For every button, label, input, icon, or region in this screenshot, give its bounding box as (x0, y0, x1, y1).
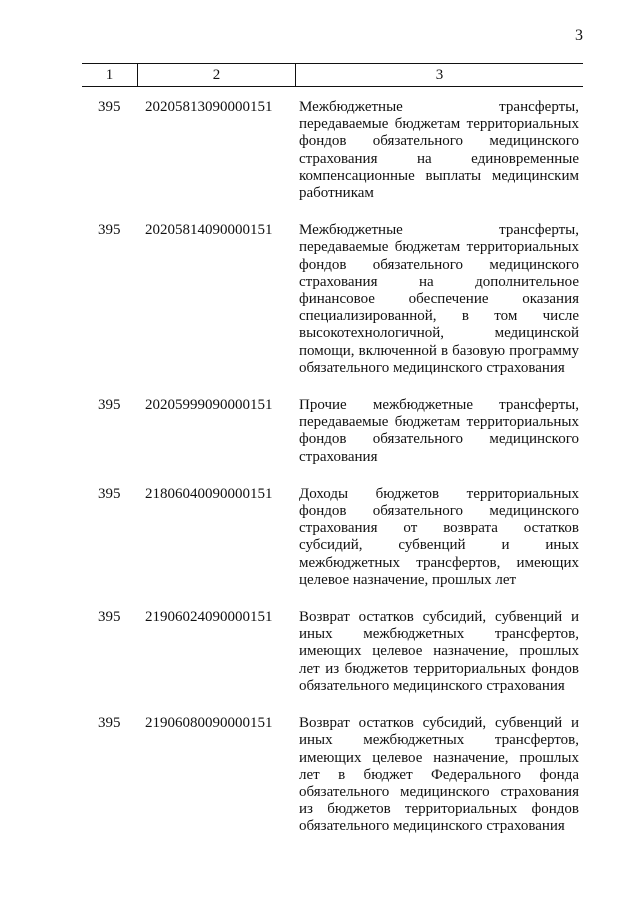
budget-code: 21806040090000151 (145, 485, 273, 502)
header-col-3: 3 (435, 67, 444, 83)
budget-code: 20205813090000151 (145, 99, 273, 115)
table-row (82, 397, 583, 466)
budget-code: 20205814090000151 (145, 222, 273, 239)
page-number: 3 (575, 27, 583, 44)
table-body (82, 99, 583, 856)
admin-code: 395 (98, 99, 121, 115)
row-description: Доходы бюджетов территориальных фондов обязательного медицинского страхования от возврата остатков субсидий, субвенций и иных межбюджетных трансфертов, имеющих целевое назначение, прошлых лет (299, 485, 579, 588)
header-col-1: 1 (82, 64, 138, 86)
row-description: Прочие межбюджетные трансферты, передаваемые бюджетам территориальных фондов обязательного медицинского страхования (299, 397, 579, 465)
row-description: Межбюджетные трансферты, передаваемые бюджетам территориальных фондов обязательного медицинского страхования на единовременные компенсационные выплаты медицинским работникам (299, 99, 579, 202)
header-col-2: 2 (138, 64, 296, 86)
admin-code: 395 (98, 397, 121, 414)
row-description: Межбюджетные трансферты, передаваемые бюджетам территориальных фондов обязательного медицинского страхования на дополнительное финансовое обеспечение оказания специализированной, в том числе высокотехнологичной, медицинской помощи, включенной в базовую программу обязательного медицинского страхования (299, 222, 579, 376)
table-row (82, 609, 583, 695)
table-header (82, 63, 583, 87)
admin-code: 395 (98, 715, 121, 732)
admin-code: 395 (98, 485, 121, 502)
admin-code: 395 (98, 222, 121, 239)
table-row (82, 99, 583, 202)
budget-code: 21906024090000151 (145, 609, 273, 626)
row-description: Возврат остатков субсидий, субвенций и иных межбюджетных трансфертов, имеющих целевое назначение, прошлых лет в бюджет Федерального фонда обязательного медицинского страхования из бюджетов территориальных фондов обязательного медицинского страхования (299, 715, 579, 835)
table-row (82, 222, 583, 377)
row-description: Возврат остатков субсидий, субвенций и иных межбюджетных трансфертов, имеющих целевое назначение, прошлых лет из бюджетов территориальных фондов обязательного медицинского страхования (299, 609, 579, 694)
admin-code: 395 (98, 609, 121, 626)
table-row (82, 486, 583, 589)
budget-code: 20205999090000151 (145, 397, 273, 414)
table-row (82, 715, 583, 835)
budget-code: 21906080090000151 (145, 715, 273, 732)
